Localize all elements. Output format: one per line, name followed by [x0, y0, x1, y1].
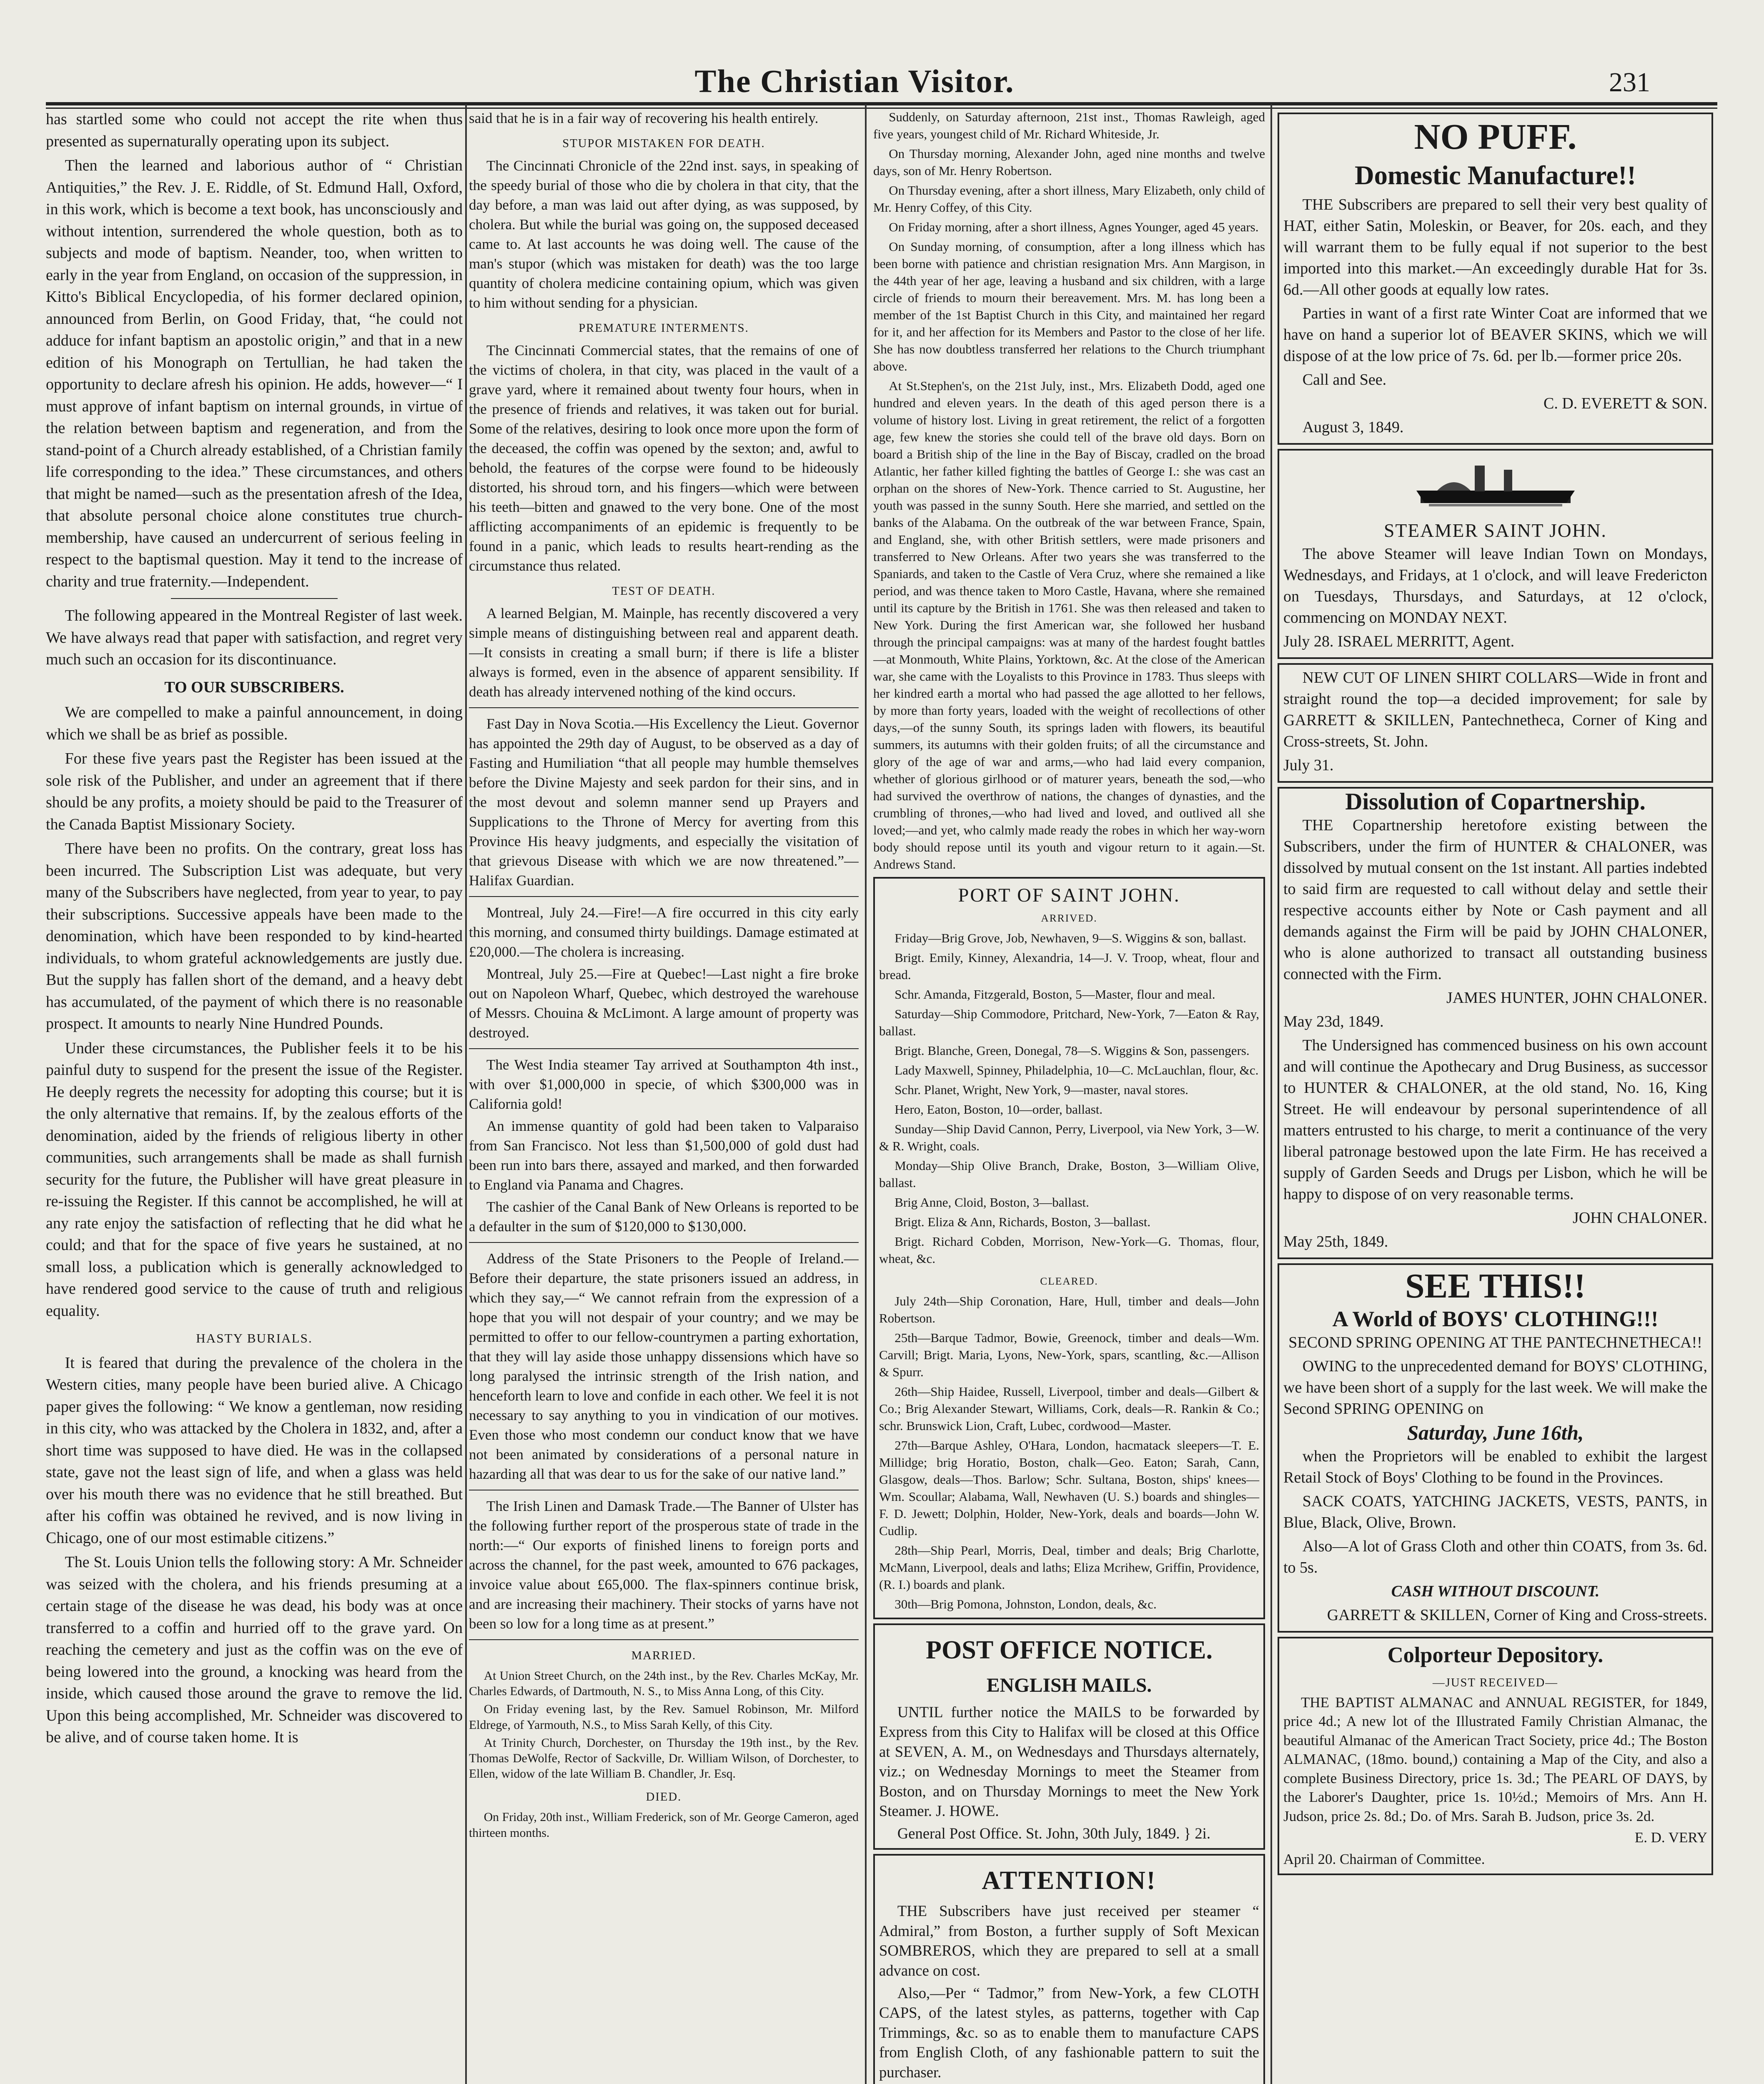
steamer-heading: STEAMER SAINT JOHN. — [1384, 519, 1607, 541]
ad-signature: C. D. EVERETT & SON. — [1543, 394, 1707, 412]
port-entry: Friday—Brig Grove, Job, Newhaven, 9—S. Wiggins & son, ballast. — [895, 931, 1246, 945]
port-entry: 26th—Ship Haidee, Russell, Liverpool, timber and deals—Gilbert & Co.; Brig Alexander Stewart, Williams, Cork, deals—R. Rankin & Co.; schr. Brunswick Lion, Craft, Lubec, cordwood—Master. — [879, 1384, 1259, 1433]
ad-subheadline: CASH WITHOUT DISCOUNT. — [1391, 1582, 1600, 1600]
article-paragraph: For these five years past the Register has been issued at the sole risk of the Publisher, and under an agreement that if there should be any profits, a moiety should be paid to the Treasurer of the Canada Baptist Missionary Society. — [46, 750, 463, 833]
post-office-body: UNTIL further notice the MAILS to be forwarded by Express from this City to Halifax will be closed at this Office at SEVEN, A. M., on Wednesdays and Thursdays alternately, viz.; on Wednesday Mornings to meet the Steamer from Boston, and on Thursday Mornings to meet the New York Steamer. J. HOWE. — [879, 1703, 1259, 1820]
ad-paragraph: SACK COATS, YATCHING JACKETS, VESTS, PANTS, in Blue, Black, Olive, Brown. — [1283, 1492, 1707, 1531]
notices-heading: MARRIED. — [631, 1649, 697, 1662]
ad-subheadline: Domestic Manufacture!! — [1354, 160, 1636, 190]
collars-ad — [1278, 663, 1713, 783]
ad-paragraph: THE BAPTIST ALMANAC and ANNUAL REGISTER, for 1849, price 4d.; A new lot of the Illustrated Family Christian Almanac, the beautiful Almanac of the American Tract Society, price 4d.; The Boston ALMANAC, (18mo. bound,) containing a Map of the City, and also a complete Business Directory, price 1s. 3d.; The PEARL OF DAYS, by the Laborer's Daughter, price 1s. 10½d.; Memoirs of Mrs. Ann H. Judson, price 2s. 8d.; Do. of Mrs. Sarah B. Judson, price 3s. 2d. — [1283, 1694, 1707, 1824]
article-paragraph: The Cincinnati Commercial states, that the remains of one of the victims of cholera, in that city, was placed in the vault of a grave yard, where it remained about twenty four hours, when in the presence of friends and relatives, it was taken out for burial. Some of the relatives, desiring to look once more upon the form of the deceased, the coffin was opened by the sexton; and, awful to behold, the features of the corpse were found to be hideously distorted, his shroud torn, and his fingers—which were between his teeth—bitten and gnawed to the very bone. One of the most afflicting accompaniments of an epidemic is frequently to be found in a panic, which leads to results heart-rending as the circumstance thus related. — [469, 342, 859, 574]
port-entry: Brigt. Emily, Kinney, Alexandria, 14—J. V. Troop, wheat, flour and bread. — [879, 950, 1259, 982]
article-paragraph: A learned Belgian, M. Mainple, has recently discovered a very simple means of distinguishing between real and apparent death.—It consists in creating a small burn; if there is life a blister always is formed, even in the absence of apparent sensibility. If death has already intervened nothing of the kind occurs. — [469, 605, 859, 700]
port-entry: Lady Maxwell, Spinney, Philadelphia, 10—C. McLauchlan, flour, &c. — [895, 1063, 1259, 1077]
article-paragraph: It is feared that during the prevalence of the cholera in the Western cities, many people have been buried alive. A Chicago paper gives the following: “ We know a gentleman, now residing in this city, who was attacked by the Cholera in 1832, and, after a short time was supposed to have died. He was in the collapsed state, gave not the least sign of life, and when a glass was held over his mouth there was no evidence that he still breathed. But after his coffin was obtained he revived, and is now living in Chicago, one of our most estimable citizens.” — [46, 1354, 463, 1547]
notice-entry: At Trinity Church, Dorchester, on Thursday the 19th inst., by the Rev. Thomas DeWolfe, Rector of Sackville, Dr. William Wilson, of Dorchester, to Ellen, widow of the late William B. Chandler, Jr. Esq. — [469, 1736, 859, 1781]
notice-entry: On Sunday morning, of consumption, after a long illness which has been borne with patience and christian resignation Mrs. Ann Margison, in the 44th year of her age, leaving a husband and six children, with a large circle of friends to mourn their bereavement. Mrs. M. has long been a member of the 1st Baptist Church in this City, and maintained her regard for it, and her affection for its Members and Pastor to the close of her life. She has now doubtless transferred her relations to the Church triumphant above. — [873, 239, 1265, 373]
divider — [171, 598, 338, 599]
ad-paragraph: when the Proprietors will be enabled to exhibit the largest Retail Stock of Boys' Clothing to be found in the Provinces. — [1283, 1447, 1707, 1486]
cleared-heading: CLEARED. — [1040, 1275, 1098, 1287]
port-entry: 30th—Brig Pomona, Johnston, London, deals, &c. — [895, 1597, 1157, 1611]
article-paragraph: An immense quantity of gold had been taken to Valparaiso from San Francisco. Not less than $1,500,000 of gold dust had been run into bars there, assayed and marked, and then forwarded to England via Panama and Chagres. — [469, 1118, 859, 1193]
dissolution-ad — [1278, 787, 1713, 1259]
port-entry: Brigt. Eliza & Ann, Richards, Boston, 3—ballast. — [895, 1215, 1151, 1229]
article-paragraph: Then the learned and laborious author of “ Christian Antiquities,” the Rev. J. E. Riddle, of St. Edmund Hall, Oxford, in this work, which is become a text book, has unconsciously and without intention, surrendered the whole question, both as to subjects and mode of baptism. Neander, too, when written to early in the year from England, on occasion of the suppression, in Kitto's Biblical Encyclopedia, of his former declared opinion, announced from Berlin, on Good Friday, that, “he could not adduce for infant baptism an apostolic origin,” and that in a new edition of his Monograph on Tertullian, he had taken the opportunity to declare afresh his opinion. He adds, however—“ I must approve of infant baptism on internal grounds, in virtue of the relation between baptism and regeneration, and from the stand-point of a Church already established, of a Christian family life corresponding to the idea.” These circumstances, and others that might be named—such as the presentation afresh of the Idea, that absolute personal choice alone constitutes true church-membership, have caused an undercurrent of serious feeling in respect to the baptismal question. May it tend to the increase of charity and true fraternity.—Independent. — [46, 157, 463, 590]
article-paragraph: has startled some who could not accept the rite when thus presented as supernaturally operating upon its subject. — [46, 110, 463, 150]
ad-paragraph: The Undersigned has commenced business on his own account and will continue the Apothecary and Drug Business, as successor to HUNTER & CHALONER, at the old stand, No. 16, King Street. He will endeavour by personal superintendence of all matters entrusted to his charge, to merit a continuance of the very liberal patronage bestowed upon the late Firm. He has received a supply of Garden Seeds and Drugs per Lisbon, which he will be happy to dispose of on very reasonable terms. — [1283, 1036, 1707, 1203]
article-paragraph: The following appeared in the Montreal Register of last week. We have always read that paper with satisfaction, and regret very much such an occasion for its discontinuance. — [46, 607, 463, 668]
port-entry: Schr. Planet, Wright, New York, 9—master, naval stores. — [895, 1082, 1188, 1097]
notice-entry: On Friday, 20th inst., William Frederick, son of Mr. George Cameron, aged thirteen months. — [469, 1810, 859, 1840]
post-office-heading: POST OFFICE NOTICE. — [925, 1636, 1213, 1664]
ad-signature: GARRETT & SKILLEN, Corner of King and Cross-streets. — [1327, 1606, 1707, 1624]
ad-headline: SEE THIS!! — [1405, 1267, 1586, 1305]
notice-entry: On Thursday morning, Alexander John, aged nine months and twelve days, son of Mr. Henry Robertson. — [873, 146, 1265, 178]
ad-paragraph: NEW CUT OF LINEN SHIRT COLLARS—Wide in front and straight round the top—a decided improvement; for sale by GARRETT & SKILLEN, Pantechnetheca, Corner of King and Cross-streets, St. John. — [1283, 669, 1707, 750]
notice-entry: At Union Street Church, on the 24th inst., by the Rev. Charles McKay, Mr. Charles Edwards, of Dartmouth, N. S., to Miss Anna Long, of this City. — [469, 1669, 859, 1698]
article-paragraph: The cashier of the Canal Bank of New Orleans is reported to be a defaulter in the sum of $120,000 to $130,000. — [469, 1199, 859, 1235]
arrived-heading: ARRIVED. — [1041, 912, 1097, 924]
ad-paragraph: Call and See. — [1302, 371, 1387, 388]
header-rule — [46, 102, 1717, 105]
no-puff-ad — [1278, 113, 1713, 445]
notice-entry: Suddenly, on Saturday afternoon, 21st inst., Thomas Rawleigh, aged five years, youngest child of Mr. Richard Whiteside, Jr. — [873, 110, 1265, 141]
column-2 — [469, 108, 859, 2084]
divider — [469, 1639, 859, 1640]
ad-date: April 20. Chairman of Committee. — [1283, 1851, 1485, 1867]
article-heading: PREMATURE INTERMENTS. — [579, 321, 749, 335]
article-paragraph: We are compelled to make a painful announcement, in doing which we shall be as brief as possible. — [46, 704, 463, 743]
attention-heading: ATTENTION! — [982, 1866, 1157, 1895]
port-section — [873, 877, 1265, 1619]
notice-entry: At St.Stephen's, on the 21st July, inst., Mrs. Elizabeth Dodd, aged one hundred and eleven years. In the death of this aged person there is a volume of history lost. Living in great retirement, the relict of a forgotten age, few knew the stories she could tell of the brave old days. Born on board a British ship of the line in the Bay of Biscay, cradled on the broad Atlantic, her father killed fighting the battles of George I.: she was cast an orphan on the shores of New-York. Thence carried to St. Augustine, her youth was passed in the sunny South. Here she married, and settled on the banks of the Alabama. On the outbreak of the war between France, Spain, and England, she, with other British settlers, were made prisoners and transferred to New Orleans. After two years she was transferred to the Spaniards, and taken to the Castle of Vera Cruz, where she remained a like period, and was thence taken to Moro Castle, Havana, where she remained until its capture by the British in 1761. She was then released and taken to New York. During the first American war, she followed her husband through the principal campaigns: was at many of the hardest fought battles—at Monmouth, White Plains, Yorktown, &c. At the close of the American war, she came with the Loyalists to this Province in 1783. Thus sleeps with her kindred earth a mortal who had passed the age allotted to her fellows, by more than forty years, loaded with the weight of recollections of other days,—of the sunny South, its springs laden with flowers, its beautiful summers, its autumns with their golden fruits; of all the circumstance and glory of the age of war and arms,—who had laid every companion, whether of glorious girlhood or of maturer years, beneath the sod,—who had survived the overthrow of nations, the changes of dynasties, and the crumbling of thrones,—who had lived and loved, and outlived all she loved;—and yet, who calmly made ready the robes in which her way-worn body should repose until its youth and vigour return to it again.—St. Andrews Stand. — [873, 378, 1265, 872]
post-office-signature: General Post Office. St. John, 30th July, 1849. } 2i. — [897, 1824, 1210, 1842]
port-entry: Sunday—Ship David Cannon, Perry, Liverpool, via New York, 3—W. & R. Wright, coals. — [879, 1122, 1259, 1153]
article-heading: TEST OF DEATH. — [612, 584, 716, 598]
ad-date: May 23d, 1849. — [1283, 1012, 1384, 1030]
ad-paragraph: THE Subscribers have just received per steamer “ Admiral,” from Boston, a further supply of Soft Mexican SOMBREROS, which they are prepared to sell at a small advance on cost. — [879, 1902, 1259, 1979]
ad-subheadline: A World of BOYS' CLOTHING!!! — [1332, 1306, 1659, 1331]
ad-paragraph: The above Steamer will leave Indian Town on Mondays, Wednesdays, and Fridays, at 1 o'clock, and will leave Fredericton on Tuesdays, Thursdays, and Saturdays, at 12 o'clock, commencing on MONDAY NEXT. — [1283, 545, 1707, 626]
notices-heading: DIED. — [646, 1790, 682, 1804]
notice-entry: On Friday evening last, by the Rev. Samuel Robinson, Mr. Milford Eldrege, of Yarmouth, N.S., to Miss Sarah Kelly, of this City. — [469, 1702, 859, 1732]
post-office-notice — [873, 1623, 1265, 1850]
attention-ad — [873, 1854, 1265, 2084]
ad-date: July 31. — [1283, 756, 1334, 774]
article-heading: HASTY BURIALS. — [196, 1331, 313, 1345]
notice-entry: On Friday morning, after a short illness, Agnes Younger, aged 45 years. — [889, 220, 1259, 234]
masthead-title: The Christian Visitor. — [694, 63, 1015, 99]
ad-signature: JOHN CHALONER. — [1573, 1209, 1707, 1227]
article-paragraph: Montreal, July 24.—Fire!—A fire occurred in this city early this morning, and consumed thirty buildings. Damage estimated at £20,000.—The cholera is increasing. — [469, 904, 859, 960]
port-entry: Hero, Eaton, Boston, 10—order, ballast. — [895, 1102, 1103, 1117]
article-paragraph: said that he is in a fair way of recovering his health entirely. — [469, 110, 819, 126]
column-4 — [1278, 108, 1713, 2084]
ad-headline: Colporteur Depository. — [1387, 1643, 1604, 1667]
ad-subheadline: SECOND SPRING OPENING AT THE PANTECHNETHECA!! — [1288, 1333, 1702, 1351]
ad-signature: JAMES HUNTER, JOHN CHALONER. — [1446, 989, 1707, 1007]
colporteur-ad — [1278, 1637, 1713, 1875]
port-entry: 27th—Barque Ashley, O'Hara, London, hacmatack sleepers—T. E. Millidge; brig Horatio, Boston, chalk—Geo. Eaton; Sarah, Cann, Glasgow, deals—Thos. Barlow; Schr. Sultana, Boston, ships' knees—Wm. Scoullar; Alabama, Wall, Newhaven (U. S.) boards and shingles—F. D. Jewett; Dolphin, Holder, New-York, deals and boards—John W. Cudlip. — [879, 1438, 1259, 1538]
ad-paragraph: OWING to the unprecedented demand for BOYS' CLOTHING, we have been short of a supply for the last week. We will make the Second SPRING OPENING on — [1283, 1357, 1707, 1418]
port-entry: 25th—Barque Tadmor, Bowie, Greenock, timber and deals—Wm. Carvill; Brigt. Maria, Lyons, New-York, spars, scantling, &c.—Allison & Spurr. — [879, 1330, 1259, 1379]
column-divider — [465, 104, 467, 2084]
ad-signature: E. D. VERY — [1634, 1829, 1707, 1846]
column-1 — [46, 108, 463, 2084]
column-divider — [865, 104, 867, 2084]
port-entry: July 24th—Ship Coronation, Hare, Hull, timber and deals—John Robertson. — [879, 1294, 1259, 1325]
column-divider — [1270, 104, 1272, 2084]
article-paragraph: Montreal, July 25.—Fire at Quebec!—Last night a fire broke out on Napoleon Wharf, Quebec, which destroyed the warehouse of Messrs. Chouina & McLimont. A large amount of property was destroyed. — [469, 966, 859, 1041]
article-paragraph: The Cincinnati Chronicle of the 22nd inst. says, in speaking of the speedy burial of those who die by cholera in that city, that the day before, a man was laid out after dying, as was supposed, by cholera. But while the burial was going on, the supposed deceased came to. At last accounts he was doing well. The cause of the man's stupor (which was mistaken for death) was the too large quantity of cholera medicine containing opium, which was given to him without sending for a physician. — [469, 158, 859, 311]
notice-entry: On Thursday evening, after a short illness, Mary Elizabeth, only child of Mr. Henry Coffey, of this City. — [873, 183, 1265, 215]
page-number: 231 — [1609, 67, 1650, 98]
divider — [469, 1048, 859, 1049]
article-paragraph: Fast Day in Nova Scotia.—His Excellency the Lieut. Governor has appointed the 29th day of August, to be observed as a day of Fasting and Humiliation “that all people may humble themselves before the Divine Majesty and seek pardon for their sins, and in the most devout and solemn manner send up Prayers and Supplications to the Throne of Mercy for averting from this Province His heavy judgments, and especially the visitation of that grievous Disease with which we are now threatened.”—Halifax Guardian. — [469, 716, 859, 889]
article-paragraph: There have been no profits. On the contrary, great loss has been incurred. The Subscription List was adequate, but very many of the Subscribers have neglected, from year to year, to pay their subscriptions. Successive appeals have been made to the denomination, which have been responded to by kind-hearted individuals, to whom grateful acknowledgements are justly due. But the supply has fallen short of the demand, and a heavy debt has accumulated, of the payment of which there is no reasonable prospect. It amounts to nearly Nine Hundred Pounds. — [46, 840, 463, 1032]
ad-date: August 3, 1849. — [1302, 418, 1404, 436]
ad-date-banner: Saturday, June 16th, — [1407, 1421, 1584, 1444]
port-heading: PORT OF SAINT JOHN. — [958, 885, 1180, 906]
steamer-ad — [1278, 449, 1713, 659]
ad-date: May 25th, 1849. — [1283, 1232, 1388, 1250]
divider — [469, 707, 859, 708]
article-paragraph: Address of the State Prisoners to the People of Ireland.—Before their departure, the state prisoners issued an address, in which they say,—“ We cannot refrain from the expression of a hope that you will not despair of your country; and we may be permitted to offer to our fellow-countrymen a parting exhortation, that they will lay aside those unhappy dissensions which have so long paralysed the intrinsic strength of the Irish nation, and henceforth learn to love and confide in each other. We feel it is not necessary to say anything to you in vindication of our motives. Even those who most condemn our conduct know that we have not been animated by considerations of a personal nature in hazarding all that was dear to us for the sake of our native land.” — [469, 1250, 859, 1482]
ad-paragraph: Also,—Per “ Tadmor,” from New-York, a few CLOTH CAPS, of the latest styles, as patterns, together with Cap Trimmings, &c. so as to enable them to manufacture CAPS from English Cloth, of any fashionable pattern to suit the purchaser. — [879, 1984, 1259, 2081]
divider — [469, 1242, 859, 1243]
ad-signature: July 28. ISRAEL MERRITT, Agent. — [1283, 632, 1515, 650]
port-entry: Saturday—Ship Commodore, Pritchard, New-York, 7—Eaton & Ray, ballast. — [879, 1007, 1259, 1038]
mails-heading: ENGLISH MAILS. — [986, 1674, 1152, 1696]
ad-subheadline: —JUST RECEIVED— — [1433, 1676, 1558, 1689]
port-entry: Brig Anne, Cloid, Boston, 3—ballast. — [895, 1195, 1089, 1210]
ad-paragraph: THE Copartnership heretofore existing between the Subscribers, under the firm of HUNTER & CHALONER, was dissolved by mutual consent on the 1st instant. All parties indebted to said firm are requested to call without delay and settle their respective accounts either by Note or Cash payment and all demands against the Firm will be paid by JOHN CHALONER, who is alone authorized to transact all outstanding business connected with the Firm. — [1283, 816, 1707, 983]
article-paragraph: The St. Louis Union tells the following story: A Mr. Schneider was seized with the cholera, and his friends presuming at a certain stage of the disease he was dead, his body was at once transferred to a coffin and hurried off to the grave yard. On reaching the cemetery and just as the coffin was on the eve of being lowered into the ground, a knocking was heard from the inside, which caused those around the grave to remove the lid. Upon this being accomplished, Mr. Schneider was discovered to be alive, and of course taken home. It is — [46, 1553, 463, 1746]
article-paragraph: The West India steamer Tay arrived at Southampton 4th inst., with over $1,000,000 in specie, of which $300,000 was in California gold! — [469, 1057, 859, 1112]
column-3 — [873, 108, 1265, 2084]
article-paragraph: Under these circumstances, the Publisher feels it to be his painful duty to suspend for the present the issue of the Register. He deeply regrets the necessity for adopting this course; but it is the only alternative that remains. If, by the zealous efforts of the denomination, aided by the friends of religious liberty in other communities, such arrangements shall be made as shall furnish security for the future, the Publisher will have great pleasure in re-issuing the Register. If this cannot be accomplished, he will at any rate enjoy the satisfaction of reflecting that he did what he could; and that for the space of five years he sustained, at no small loss, a publication which is generally acknowledged to have rendered good service to the cause of truth and religious equality. — [46, 1039, 463, 1320]
ad-headline: Dissolution of Copartnership. — [1345, 788, 1646, 815]
ad-headline: NO PUFF. — [1414, 116, 1577, 157]
port-entry: Brigt. Richard Cobden, Morrison, New-York—G. Thomas, flour, wheat, &c. — [879, 1234, 1259, 1266]
port-entry: Monday—Ship Olive Branch, Drake, Boston, 3—William Olive, ballast. — [879, 1158, 1259, 1190]
ad-paragraph: Parties in want of a first rate Winter Coat are informed that we have on hand a superior lot of BEAVER SKINS, which we will dispose of at the low price of 7s. 6d. per lb.—former price 20s. — [1283, 304, 1707, 365]
ad-paragraph: Also—A lot of Grass Cloth and other thin COATS, from 3s. 6d. to 5s. — [1283, 1537, 1707, 1576]
steamer-icon — [1412, 457, 1579, 516]
article-heading: STUPOR MISTAKEN FOR DEATH. — [562, 137, 765, 150]
article-heading: TO OUR SUBSCRIBERS. — [164, 678, 344, 696]
ad-paragraph: THE Subscribers are prepared to sell their very best quality of HAT, either Satin, Moleskin, or Beaver, for 20s. each, and they will warrant them to be fully equal if not superior to the best imported into this market.—An exceedingly durable Hat for 3s. 6d.—All other goods at equally low rates. — [1283, 195, 1707, 298]
article-paragraph: The Irish Linen and Damask Trade.—The Banner of Ulster has the following further report of the prosperous state of trade in the north:—“ Our exports of finished linens to foreign ports and across the channel, for the past week, amounted to 676 packages, invoice value about £65,000. The flax-spinners continue brisk, and are increasing their machinery. Their stocks of yarns have not been so low for a long time as at present.” — [469, 1498, 859, 1632]
boys-clothing-ad — [1278, 1263, 1713, 1633]
port-entry: Brigt. Blanche, Green, Donegal, 78—S. Wiggins & Son, passengers. — [895, 1043, 1250, 1058]
divider — [469, 896, 859, 897]
port-entry: 28th—Ship Pearl, Morris, Deal, timber and deals; Brig Charlotte, McMann, Liverpool, deals and laths; Eliza Mcrihew, Griffin, Providence, (R. I.) boards and plank. — [879, 1543, 1259, 1592]
port-entry: Schr. Amanda, Fitzgerald, Boston, 5—Master, flour and meal. — [895, 987, 1215, 1002]
